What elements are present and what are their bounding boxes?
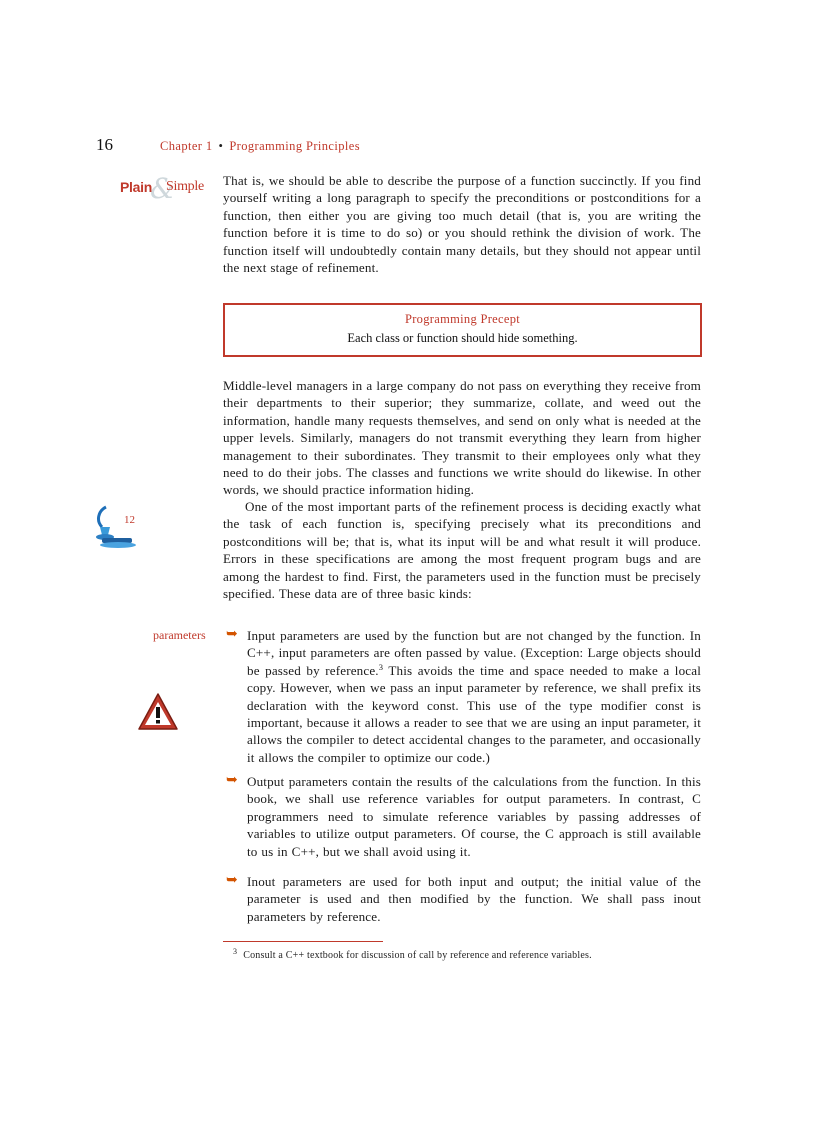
plain-simple-logo xyxy=(120,174,204,204)
warning-icon xyxy=(137,692,179,732)
bullet-input-text-b: This avoids the time and space needed to make a local copy. However, when we pass an input parameter by reference, we shall prefix its declaration with the keyword const. This use of the type modifier const is important, because it allows a reader to see that we are using an input parameter, it allows the compiler to detect accidental changes to the parameter, and occasionally it allows the compiler to optimize our code.) xyxy=(247,662,702,765)
arrow-bullet-icon: ➥ xyxy=(226,626,238,642)
footnote-text: Consult a C++ textbook for discussion of call by reference and reference variables. xyxy=(243,950,592,961)
margin-label-parameters: parameters xyxy=(153,628,206,642)
bullet-separator: • xyxy=(218,139,224,153)
bullet-input-text-a: Input parameters are used by the function but are not changed by the function. In C++, input parameters are often passed by value. (Exception: Large objects should be passed by reference. xyxy=(247,628,701,678)
footnote-marker[interactable]: 3 xyxy=(378,661,384,672)
svg-text:&: & xyxy=(150,174,175,204)
bullet-input-parameters xyxy=(247,627,701,766)
logo-word-plain: Plain xyxy=(120,179,152,195)
section-label: Programming Principles xyxy=(229,139,360,153)
body-paragraph-managers: Middle-level managers in a large company do not pass on everything they receive from their departments to their superior; they summarize, collate, and weed out the information, handle many requests themselves, and send on only what is needed at the upper levels. Similarly, managers do not transmit everything they learn from higher management to their subordinates. They transmit to their employees only what they need to do their jobs. The classes and functions we write should do likewise. In other words, we should practice information hiding. xyxy=(223,378,701,498)
footnote-number: 3 xyxy=(233,947,238,956)
body-paragraph-refinement: One of the most important parts of the refinement process is deciding exactly what the task of each function is, specifying precisely what its preconditions and postconditions will be; that is, what its input will be and what result it will produce. Errors in these specifications are among the most frequent program bugs and are among the hardest to find. First, the parameters used in the function must be precisely specified. These data are of three basic kinds: xyxy=(223,499,701,602)
margin-lamp-icon xyxy=(92,503,140,551)
footnote xyxy=(233,947,592,961)
bullet-inout-parameters: Inout parameters are used for both input and output; the initial value of the parameter is used and then modified by the function. We shall pass inout parameters by reference. xyxy=(247,874,701,924)
precept-text: Each class or function should hide something. xyxy=(347,331,578,345)
bullet-output-parameters: Output parameters contain the results of the calculations from the function. In this book, we shall use reference variables for output parameters. In contrast, C programmers need to simulate reference variables by passing addresses of variables to utilize output parameters. Of course, the C approach is still available to us in C++, but we shall avoid using it. xyxy=(247,774,701,859)
margin-figure-ref: 12 xyxy=(124,514,135,526)
logo-word-simple: Simple xyxy=(166,179,204,194)
precept-title: Programming Precept xyxy=(404,312,521,326)
intro-paragraph: That is, we should be able to describe the purpose of a function succinctly. If you find yourself writing a long paragraph to specify the preconditions or postconditions for a function, then either you are giving too much detail (that is, you are writing the function before it is time to do so) or you should rethink the division of work. The function itself will undoubtedly contain many details, but they should not appear until the next stage of refinement. xyxy=(223,173,701,276)
running-header xyxy=(160,139,360,154)
programming-precept-box xyxy=(223,303,702,357)
chapter-label: Chapter 1 xyxy=(160,139,213,153)
arrow-bullet-icon: ➥ xyxy=(226,872,238,888)
arrow-bullet-icon: ➥ xyxy=(226,772,238,788)
page-number: 16 xyxy=(96,135,113,154)
footnote-rule xyxy=(223,941,383,942)
